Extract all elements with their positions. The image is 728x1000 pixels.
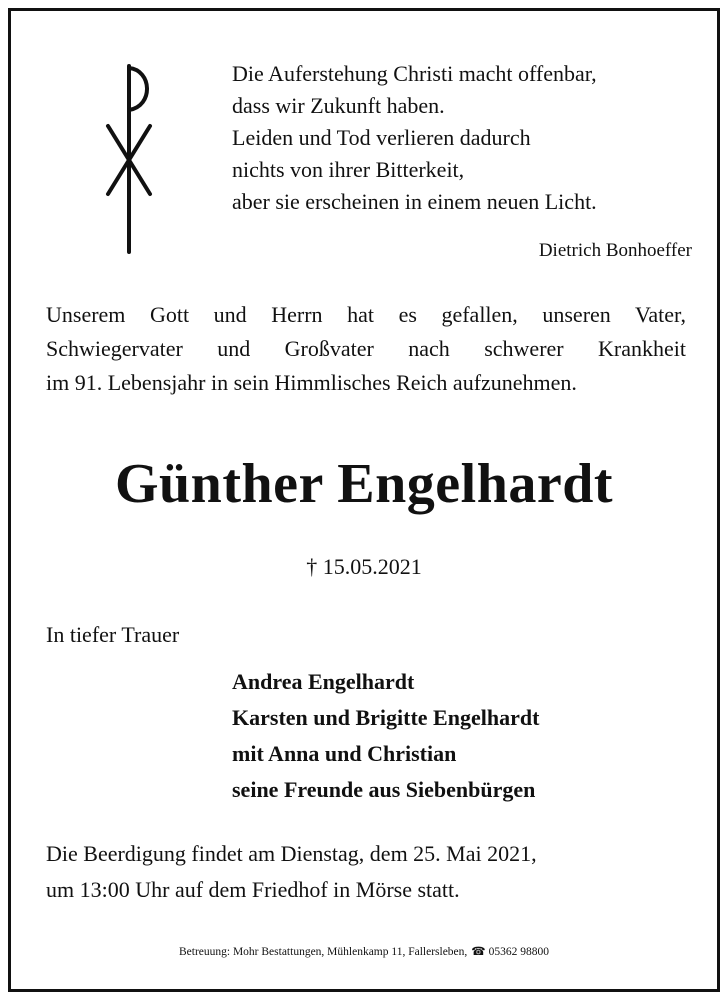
quote-author: Dietrich Bonhoeffer [538,240,692,261]
intro-text [46,298,686,400]
mourner-name: mit Anna und Christian [232,741,457,766]
funeral-info [46,836,537,908]
mourner-name: Karsten und Brigitte Engelhardt [232,705,540,730]
quote-line: aber sie erscheinen in einem neuen Licht. [232,189,597,214]
footer-text: Betreuung: Mohr Bestattungen, Mühlenkamp 11, Fallersleben, [178,946,468,958]
mourner-name: seine Freunde aus Siebenbürgen [232,777,536,802]
intro-line: Schwiegervater und Großvater nach schwerer Krankheit [46,336,686,361]
funeral-line: Die Beerdigung findet am Dienstag, dem 25. Mai 2021, [46,841,537,866]
quote-text [232,58,597,218]
deceased-name: Günther Engelhardt [114,453,614,515]
quote-line: Die Auferstehung Christi macht offenbar, [232,61,597,86]
quote-line: dass wir Zukunft haben. [232,93,445,118]
footer-phone: 05362 98800 [488,946,549,958]
mourner-name: Andrea Engelhardt [232,669,415,694]
quote-line: Leiden und Tod verlieren dadurch [232,125,531,150]
quote-line: nichts von ihrer Bitterkeit, [232,157,465,182]
footer-credit [0,944,728,958]
chi-rho-icon [102,62,156,258]
mourners-list [232,664,539,808]
intro-line: im 91. Lebensjahr in sein Himmlisches Reich aufzunehmen. [46,370,577,395]
telephone-icon: ☎ [471,946,486,958]
funeral-line: um 13:00 Uhr auf dem Friedhof in Mörse statt. [46,877,460,902]
mourning-heading: In tiefer Trauer [46,622,180,647]
death-date: † 15.05.2021 [306,554,422,579]
intro-line: Unserem Gott und Herrn hat es gefallen, unseren Vater, [46,302,686,327]
